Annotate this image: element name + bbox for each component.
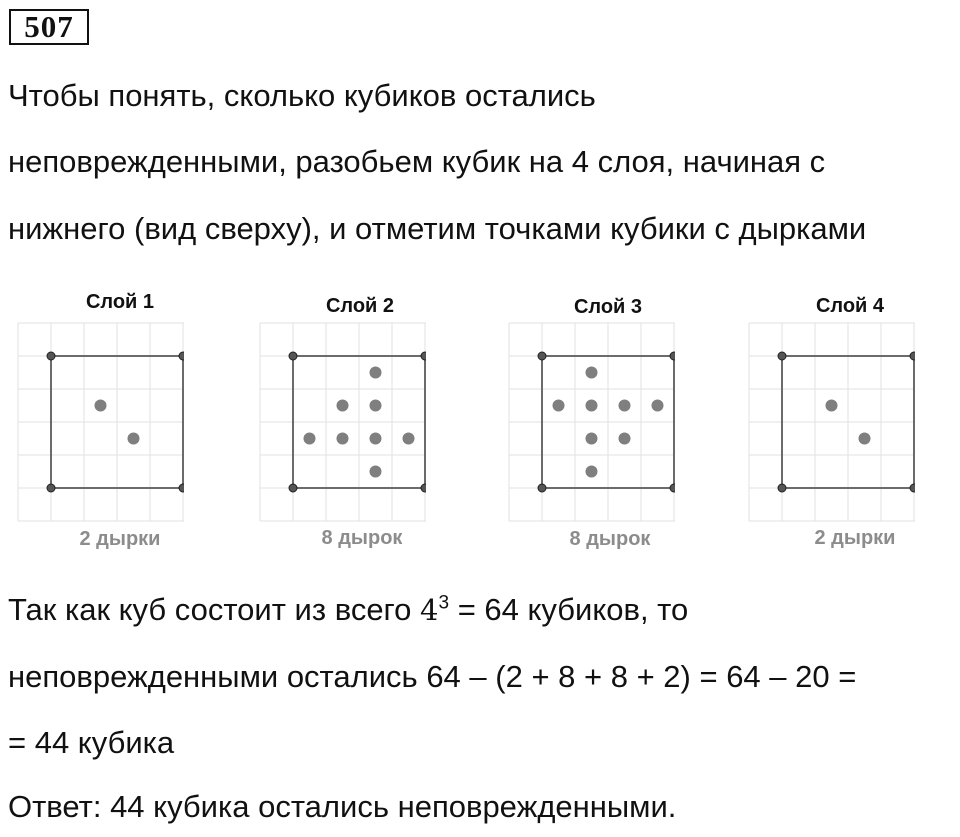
hole-dot bbox=[403, 433, 415, 445]
corner-point bbox=[910, 352, 915, 360]
layer-2-grid bbox=[258, 322, 426, 522]
layer-3-grid bbox=[507, 322, 675, 522]
hole-dot bbox=[95, 400, 107, 412]
corner-point bbox=[47, 352, 55, 360]
hole-dot bbox=[370, 466, 382, 478]
corner-point bbox=[778, 352, 786, 360]
layer-4-caption: 2 дырки bbox=[814, 527, 896, 549]
corner-point bbox=[289, 352, 297, 360]
intro-line-2: неповрежденными, разобьем кубик на 4 слоя, начиная с bbox=[8, 144, 826, 179]
solution-line-1 bbox=[8, 592, 688, 628]
corner-point bbox=[289, 484, 297, 492]
layer-2-title: Слой 2 bbox=[325, 295, 395, 317]
power-exponent: 3 bbox=[438, 592, 450, 614]
layer-4-grid bbox=[747, 322, 915, 522]
solution-line-2: неповрежденными остались 64 – (2 + 8 + 8 + 2) = 64 – 20 = bbox=[8, 659, 857, 694]
hole-dot bbox=[370, 433, 382, 445]
hole-dot bbox=[619, 400, 631, 412]
corner-point bbox=[670, 352, 675, 360]
hole-dot bbox=[586, 400, 598, 412]
layer-3-title: Слой 3 bbox=[573, 296, 643, 318]
corner-point bbox=[179, 484, 184, 492]
layer-1-grid bbox=[16, 322, 184, 522]
power-base: 4 bbox=[420, 593, 439, 627]
hole-dot bbox=[586, 367, 598, 379]
hole-dot bbox=[586, 466, 598, 478]
solution-line-3: = 44 кубика bbox=[8, 725, 175, 760]
layer-1-caption: 2 дырки bbox=[79, 528, 161, 550]
corner-point bbox=[421, 484, 426, 492]
corner-point bbox=[538, 484, 546, 492]
intro-line-1: Чтобы понять, сколько кубиков остались bbox=[8, 78, 596, 113]
solution-line-1-end: = 64 кубиков, то bbox=[449, 592, 689, 627]
solution-line-1-start: Так как куб состоит из всего bbox=[8, 592, 421, 627]
hole-dot bbox=[652, 400, 664, 412]
corner-point bbox=[47, 484, 55, 492]
layer-3-caption: 8 дырок bbox=[569, 528, 651, 550]
corner-point bbox=[538, 352, 546, 360]
hole-dot bbox=[586, 433, 598, 445]
hole-dot bbox=[553, 400, 565, 412]
corner-point bbox=[778, 484, 786, 492]
layer-4-title: Слой 4 bbox=[815, 295, 885, 317]
intro-line-3: нижнего (вид сверху), и отметим точками кубики с дырками bbox=[8, 211, 867, 246]
layer-1-title: Слой 1 bbox=[85, 291, 155, 313]
problem-number: 507 bbox=[9, 9, 89, 45]
hole-dot bbox=[859, 433, 871, 445]
hole-dot bbox=[370, 400, 382, 412]
hole-dot bbox=[304, 433, 316, 445]
layer-2-caption: 8 дырок bbox=[321, 527, 403, 549]
hole-dot bbox=[826, 400, 838, 412]
hole-dot bbox=[337, 433, 349, 445]
corner-point bbox=[179, 352, 184, 360]
hole-dot bbox=[337, 400, 349, 412]
hole-dot bbox=[370, 367, 382, 379]
corner-point bbox=[910, 484, 915, 492]
hole-dot bbox=[619, 433, 631, 445]
answer-line: Ответ: 44 кубика остались неповрежденными. bbox=[8, 789, 677, 824]
hole-dot bbox=[128, 433, 140, 445]
corner-point bbox=[421, 352, 426, 360]
corner-point bbox=[670, 484, 675, 492]
